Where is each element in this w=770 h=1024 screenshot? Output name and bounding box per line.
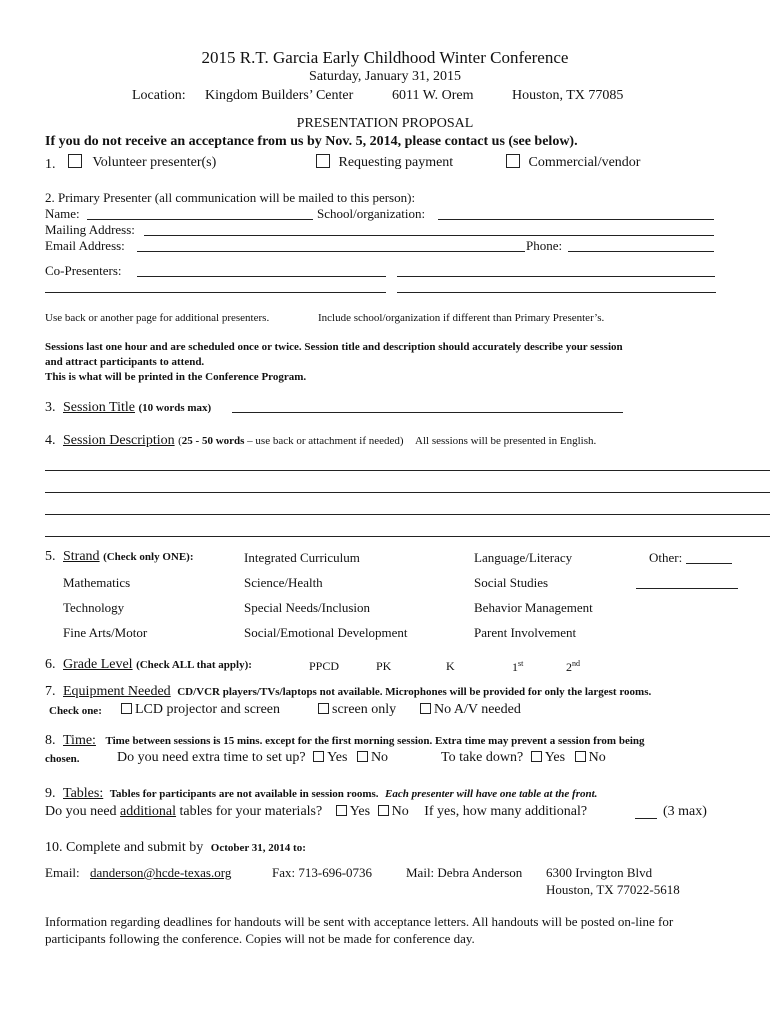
tables-question-row (45, 804, 587, 820)
screen-only-label: screen only (332, 702, 397, 717)
setup-question-row (117, 750, 388, 766)
description-word-limit: 25 - 50 words (181, 435, 245, 447)
strand-parent-involvement[interactable]: Parent Involvement (474, 625, 577, 640)
sessions-info-line-3: This is what will be printed in the Conference Program. (45, 371, 307, 383)
session-title-hint: (10 words max) (138, 402, 212, 414)
submit-address-line-2: Houston, TX 77022-5618 (546, 882, 680, 897)
volunteer-checkbox[interactable] (68, 154, 82, 168)
strand-fine-arts[interactable]: Fine Arts/Motor (63, 625, 148, 640)
additional-presenters-note: Use back or another page for additional presenters. (45, 312, 270, 324)
strand-behavior-management[interactable]: Behavior Management (474, 600, 593, 615)
strand-social-emotional[interactable]: Social/Emotional Development (244, 625, 408, 640)
description-line-1[interactable] (45, 470, 770, 471)
grade-second-suffix: nd (572, 659, 580, 668)
copresenter-field-1[interactable] (137, 276, 386, 277)
copresenter-field-2[interactable] (397, 276, 715, 277)
tables-question-post: tables for your materials? (176, 804, 323, 819)
q4-number: 4. (45, 433, 56, 448)
check-one-label: Check one: (49, 705, 102, 717)
grade-k[interactable]: K (446, 659, 455, 673)
q5-number: 5. (45, 549, 56, 564)
email-label: Email Address: (45, 238, 125, 253)
volunteer-option[interactable] (68, 154, 216, 171)
submit-heading: 10. Complete and submit by (45, 840, 204, 855)
copresenters-label: Co-Presenters: (45, 263, 122, 278)
tables-no-label: No (391, 804, 409, 819)
session-title-field[interactable] (232, 412, 623, 413)
takedown-yes-checkbox[interactable] (531, 751, 542, 762)
setup-no-checkbox[interactable] (357, 751, 368, 762)
footer-line-1: Information regarding deadlines for handouts will be sent with acceptance letters. All handouts will be posted on-line for (45, 914, 674, 929)
q9-number: 9. (45, 786, 56, 801)
submit-fax: Fax: 713-696-0736 (272, 865, 373, 880)
city: Houston, TX 77085 (512, 88, 624, 103)
takedown-question-row (441, 750, 606, 766)
equipment-hint: CD/VCR players/TVs/laptops not available. Microphones will be provided for only the largest rooms. (177, 686, 652, 698)
lcd-label: LCD projector and screen (135, 702, 280, 717)
school-field[interactable] (438, 219, 714, 220)
takedown-no-checkbox[interactable] (575, 751, 586, 762)
grade-second-number: 2 (566, 660, 572, 674)
strand-integrated-curriculum[interactable]: Integrated Curriculum (244, 550, 360, 565)
form-title: PRESENTATION PROPOSAL (296, 116, 474, 131)
q1-number: 1. (45, 157, 56, 172)
phone-field[interactable] (568, 251, 714, 252)
grade-first[interactable] (512, 659, 523, 675)
name-field[interactable] (87, 219, 313, 220)
q6-number: 6. (45, 657, 56, 672)
tables-question-additional: additional (120, 804, 177, 819)
lcd-projector-option[interactable] (121, 702, 280, 718)
grade-pk[interactable]: PK (376, 659, 392, 673)
q8-number: 8. (45, 733, 56, 748)
strand-other-label: Other: (649, 550, 683, 565)
setup-question: Do you need extra time to set up? (117, 750, 306, 765)
description-line-4[interactable] (45, 536, 770, 537)
footer-line-2: participants following the conference. Copies will not be made for conference day. (45, 931, 475, 946)
vendor-option[interactable] (506, 154, 640, 171)
strand-science-health[interactable]: Science/Health (244, 575, 323, 590)
session-description-row (45, 433, 596, 449)
no-av-checkbox[interactable] (420, 703, 431, 714)
venue: Kingdom Builders’ Center (205, 88, 354, 103)
grade-level-label: Grade Level (63, 657, 133, 672)
sessions-info-line-1: Sessions last one hour and are scheduled once or twice. Session title and description should accurately describe your session (45, 341, 623, 353)
grade-first-number: 1 (512, 660, 518, 674)
mailing-field[interactable] (144, 235, 714, 236)
submit-address-line-1: 6300 Irvington Blvd (546, 865, 653, 880)
strand-social-studies[interactable]: Social Studies (474, 575, 549, 590)
session-title-label: Session Title (63, 400, 135, 415)
grade-level-hint: (Check ALL that apply): (136, 659, 252, 671)
vendor-checkbox[interactable] (506, 154, 520, 168)
primary-presenter-heading: 2. Primary Presenter (all communication will be mailed to this person): (45, 190, 416, 205)
q7-number: 7. (45, 684, 56, 699)
payment-option[interactable] (316, 154, 453, 171)
equipment-heading (45, 684, 651, 700)
time-hint: Time between sessions is 15 mins. except for the first morning session. Extra time may prevent a session from being (105, 735, 645, 747)
tables-heading (45, 786, 597, 802)
time-heading (45, 733, 645, 749)
payment-label: Requesting payment (338, 155, 454, 170)
grade-ppcd[interactable]: PPCD (309, 659, 340, 673)
lcd-checkbox[interactable] (121, 703, 132, 714)
strand-hint: (Check only ONE): (103, 551, 194, 563)
description-line-2[interactable] (45, 492, 770, 493)
setup-no-label: No (370, 750, 389, 765)
screen-only-checkbox[interactable] (318, 703, 329, 714)
strand-technology[interactable]: Technology (63, 600, 125, 615)
time-hint-continued: chosen. (45, 753, 80, 765)
conference-title: 2015 R.T. Garcia Early Childhood Winter Conference (201, 48, 569, 67)
screen-only-option[interactable] (318, 702, 396, 718)
takedown-yes-label: Yes (544, 750, 566, 765)
strand-special-needs[interactable]: Special Needs/Inclusion (244, 600, 370, 615)
tables-question-pre: Do you need (45, 804, 121, 819)
grade-second[interactable] (566, 659, 580, 675)
mailing-label: Mailing Address: (45, 222, 135, 237)
payment-checkbox[interactable] (316, 154, 330, 168)
description-line-3[interactable] (45, 514, 770, 515)
description-hint-rest: – use back or attachment if needed) (244, 435, 404, 447)
submit-mail-label: Mail: Debra Anderson (406, 865, 523, 880)
q3-number: 3. (45, 400, 56, 415)
no-av-label: No A/V needed (434, 702, 521, 717)
tables-yes-label: Yes (349, 804, 371, 819)
tables-max: (3 max) (663, 804, 707, 819)
tables-hint-italic: Each presenter will have one table at the front. (385, 788, 598, 800)
copresenter-field-3[interactable] (45, 292, 386, 293)
how-many-question: If yes, how many additional? (424, 804, 588, 819)
submit-email-link[interactable]: danderson@hcde-texas.org (90, 865, 232, 880)
email-field[interactable] (137, 251, 525, 252)
submit-heading-row (45, 840, 306, 856)
sessions-info-line-2: and attract participants to attend. (45, 356, 205, 368)
time-label: Time: (63, 733, 96, 748)
school-org-note: Include school/organization if different than Primary Presenter’s. (318, 312, 605, 324)
no-av-option[interactable] (420, 702, 521, 718)
strand-other-field[interactable] (686, 563, 732, 564)
submit-deadline: October 31, 2014 to: (210, 842, 306, 854)
english-note: All sessions will be presented in English. (415, 435, 597, 447)
setup-yes-checkbox[interactable] (313, 751, 324, 762)
vendor-label: Commercial/vendor (528, 155, 641, 170)
tables-yes-checkbox[interactable] (336, 805, 347, 816)
strand-heading (45, 549, 194, 565)
school-label: School/organization: (317, 206, 426, 221)
takedown-no-label: No (588, 750, 606, 765)
grade-first-suffix: st (518, 659, 524, 668)
strand-mathematics[interactable]: Mathematics (63, 575, 131, 590)
equipment-label: Equipment Needed (63, 684, 171, 699)
tables-no-checkbox[interactable] (378, 805, 389, 816)
strand-language-literacy[interactable]: Language/Literacy (474, 550, 573, 565)
strand-label: Strand (63, 549, 100, 564)
takedown-question: To take down? (441, 750, 524, 765)
location-label: Location: (132, 88, 186, 103)
phone-label: Phone: (526, 238, 563, 253)
session-description-label: Session Description (63, 433, 175, 448)
tables-label: Tables: (63, 786, 104, 801)
conference-date: Saturday, January 31, 2015 (309, 69, 461, 84)
copresenter-field-4[interactable] (397, 292, 716, 293)
strand-other-field-2[interactable] (636, 588, 738, 589)
how-many-field[interactable] (635, 818, 657, 819)
grade-level-heading (45, 657, 252, 673)
description-hint-open: ( (178, 435, 182, 447)
setup-yes-label: Yes (327, 750, 348, 765)
volunteer-label: Volunteer presenter(s) (92, 155, 217, 170)
tables-hint: Tables for participants are not available in session rooms. (109, 788, 379, 800)
submit-email-label: Email: (45, 865, 80, 880)
street-address: 6011 W. Orem (392, 88, 474, 103)
session-title-row (45, 400, 211, 416)
acceptance-notice: If you do not receive an acceptance from us by Nov. 5, 2014, please contact us (see below). (45, 134, 578, 149)
name-label: Name: (45, 206, 80, 221)
